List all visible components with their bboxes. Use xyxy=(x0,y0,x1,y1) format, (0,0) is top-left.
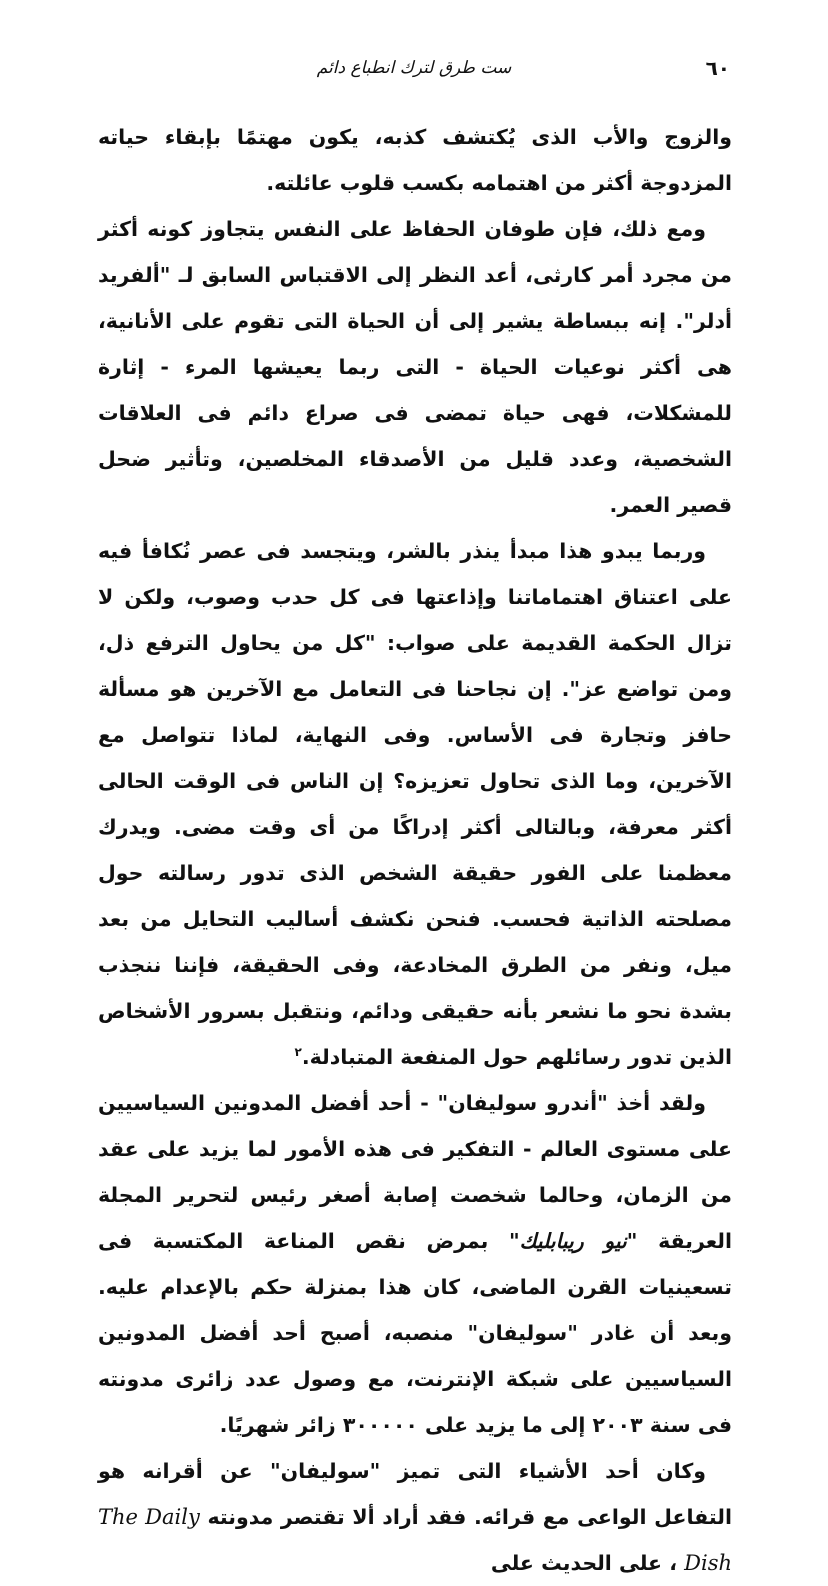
paragraph-text: وكان أحد الأشياء التى تميز "سوليفان" عن أقرانه هو التفاعل الواعى مع قرائه. فقد أراد ألا تقتصر مدونته xyxy=(98,1459,732,1529)
paragraph: ومع ذلك، فإن طوفان الحفاظ على النفس يتجاوز كونه أكثر من مجرد أمر كارثى، أعد النظر إلى الاقتباس السابق لـ "ألفريد أدلر". إنه ببساطة يشير إلى أن الحياة التى تقوم على الأنانية، هى أكثر نوعيات الحياة - التى ربما يعيشها المرء - إثارة للمشكلات، فهى حياة تمضى فى صراع دائم فى العلاقات الشخصية، وعدد قليل من الأصدقاء المخلصين، وتأثير ضحل قصير العمر. xyxy=(98,217,732,517)
paragraph xyxy=(98,1080,732,1448)
paragraph-text: بمرض نقص المناعة المكتسبة فى تسعينيات القرن الماضى، كان هذا بمنزلة حكم بالإعدام عليه. وبعد أن غادر "سوليفان" منصبه، أصبح أحد أفضل المدونين السياسيين على شبكة الإنترنت، مع وصول عدد زائرى مدونته فى سنة ٢٠٠٣ إلى ما يزيد على ٣٠٠٠٠٠ زائر شهريًا. xyxy=(98,1229,732,1437)
footnote-marker: ٢ xyxy=(294,1045,302,1060)
running-title: ست طرق لترك انطباع دائم xyxy=(316,58,512,78)
blog-name: The Daily Dish xyxy=(98,1505,732,1575)
paragraph-text: ، على الحديث على xyxy=(490,1551,677,1575)
page-number: ٦٠ xyxy=(705,56,730,80)
paragraph-text: ولقد أخذ "أندرو سوليفان" - أحد أفضل المدونين السياسيين على مستوى العالم - التفكير فى هذه الأمور لما يزيد على عقد من الزمان، وحالما شخصت إصابة أصغر رئيس لتحرير المجلة العريقة xyxy=(98,1091,732,1253)
paragraph-text: وربما يبدو هذا مبدأ ينذر بالشر، ويتجسد فى عصر نُكافأ فيه على اعتناق اهتماماتنا وإذاعتها فى كل حدب وصوب، ولكن لا تزال الحكمة القديمة على صواب: "كل من يحاول الترفع ذل، ومن تواضع عز". إن نجاحنا فى التعامل مع الآخرين هو مسألة حافز وتجارة فى الأساس. وفى النهاية، لماذا تتواصل مع الآخرين، وما الذى تحاول تعزيزه؟ إن الناس فى الوقت الحالى أكثر معرفة، وبالتالى أكثر إدراكًا من أى وقت مضى. ويدرك معظمنا على الفور حقيقة الشخص الذى تدور رسالته حول مصلحته الذاتية فحسب. فنحن نكشف أساليب التحايل من بعد ميل، ونفر من الطرق المخادعة، وفى الحقيقة، فإننا ننجذب بشدة نحو ما نشعر بأنه حقيقى ودائم، ونتقبل بسرور الأشخاص الذين تدور رسائلهم حول المنفعة المتبادلة. xyxy=(98,539,732,1069)
body-text xyxy=(98,114,732,1586)
magazine-name: "نيو ريبابليك" xyxy=(508,1229,638,1253)
paragraph xyxy=(98,1448,732,1586)
paragraph: والزوج والأب الذى يُكتشف كذبه، يكون مهتمًا بإبقاء حياته المزدوجة أكثر من اهتمامه بكسب قلوب عائلته. xyxy=(98,125,732,195)
paragraph xyxy=(98,528,732,1080)
